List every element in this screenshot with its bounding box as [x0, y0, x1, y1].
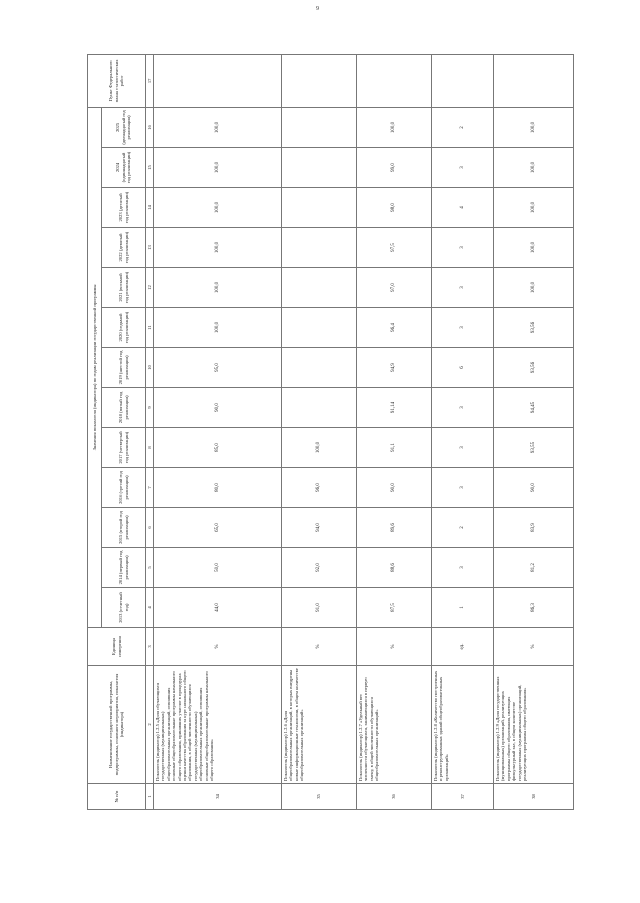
header-year: 2016 (третий год реализации)	[102, 468, 146, 508]
row-value: 98,0	[357, 188, 432, 228]
index-cell: 10	[146, 348, 154, 388]
table-row	[154, 54, 282, 809]
row-num: 38	[494, 784, 574, 810]
row-value: 100,0	[154, 188, 282, 228]
row-value: 1	[432, 588, 494, 628]
row-unit: %	[357, 628, 432, 666]
row-unit: %	[154, 628, 282, 666]
index-cell: 17	[146, 54, 154, 107]
page-number: 9	[316, 6, 319, 12]
index-cell: 3	[146, 628, 154, 666]
row-unit: %	[282, 628, 357, 666]
row-value: 87,5	[357, 588, 432, 628]
row-value	[282, 388, 357, 428]
header-year: 2017 (четвертый год реализации)	[102, 428, 146, 468]
row-value: 96,4	[357, 308, 432, 348]
row-value: 3	[432, 428, 494, 468]
row-value: 90,0	[357, 468, 432, 508]
row-value: 4	[432, 188, 494, 228]
row-value: 100,0	[494, 188, 574, 228]
index-cell: 11	[146, 308, 154, 348]
header-year: 2025 (двенадцатый год реализации)	[102, 107, 146, 147]
row-value: 93,56	[494, 348, 574, 388]
table-row	[432, 54, 494, 809]
row-value: 3	[432, 308, 494, 348]
row-value	[282, 107, 357, 147]
row-value: 100,0	[357, 107, 432, 147]
row-value	[282, 228, 357, 268]
table-row	[357, 54, 432, 809]
row-value: 91,14	[357, 388, 432, 428]
row-value: 100,0	[282, 428, 357, 468]
index-row	[146, 54, 154, 809]
row-value: 80,0	[154, 468, 282, 508]
row-value: 2	[432, 508, 494, 548]
row-num: 34	[154, 784, 282, 810]
row-value: 99,0	[357, 148, 432, 188]
index-cell: 1	[146, 784, 154, 810]
header-year: 2018 (пятый год реализации)	[102, 388, 146, 428]
row-num: 35	[282, 784, 357, 810]
index-cell: 4	[146, 588, 154, 628]
row-value: 97,0	[357, 268, 432, 308]
row-value: 3	[432, 268, 494, 308]
row-value: 83,9	[494, 508, 574, 548]
row-value: 93,55	[494, 428, 574, 468]
header-group: Значения показателя (индикатора) по годам реализации государственной программы	[88, 107, 102, 627]
row-value: 100,0	[154, 228, 282, 268]
row-value: 100,0	[154, 148, 282, 188]
row-value: 91,1	[357, 428, 432, 468]
header-year: 2014 (первый год реализации)	[102, 548, 146, 588]
row-value: 100,0	[494, 228, 574, 268]
row-plan	[494, 54, 574, 107]
header-year: 2020 (седьмой год реализации)	[102, 308, 146, 348]
index-cell: 14	[146, 188, 154, 228]
row-value: 100,0	[154, 308, 282, 348]
index-cell: 7	[146, 468, 154, 508]
row-plan	[357, 54, 432, 107]
index-cell: 13	[146, 228, 154, 268]
index-cell: 12	[146, 268, 154, 308]
row-value: 90,0	[154, 388, 282, 428]
rotated-table-wrapper	[87, 55, 572, 810]
header-unit: Единица измерения	[88, 628, 146, 666]
row-value: 92,0	[282, 548, 357, 588]
row-value: 6	[432, 348, 494, 388]
row-name: Показатель (индикатор) 1.2.9 «Доля государственных (муниципальных) организаций, реализующих программы общего образования, имеющих физкультурный зал, в общем количестве государственных (муниципальных) организаций, реализующих программы общего образования»	[494, 666, 574, 784]
header-year: 2013 (отчетный год)	[102, 588, 146, 628]
row-name: Показатель (индикатор) 1.2.8 «Количество построенных и реконструированных зданий общеобразовательных организаций»	[432, 666, 494, 784]
index-cell: 6	[146, 508, 154, 548]
index-cell: 9	[146, 388, 154, 428]
row-value: 88,6	[357, 548, 432, 588]
row-plan	[154, 54, 282, 107]
row-value: 65,0	[154, 508, 282, 548]
table-row	[494, 54, 574, 809]
row-value: 50,0	[154, 548, 282, 588]
row-unit: %	[494, 628, 574, 666]
header-year: 2015 (второй год реализации)	[102, 508, 146, 548]
index-cell: 8	[146, 428, 154, 468]
row-value	[282, 348, 357, 388]
row-value: 90,0	[494, 468, 574, 508]
row-value: 89,6	[357, 508, 432, 548]
row-value: 44,0	[154, 588, 282, 628]
row-value	[282, 308, 357, 348]
header-name: Наименование государственной программы, подпрограммы, основного мероприятия, показателя (индикатора)	[88, 666, 146, 784]
row-value: 3	[432, 148, 494, 188]
index-cell: 2	[146, 666, 154, 784]
row-value: 97,5	[357, 228, 432, 268]
indicator-table	[87, 54, 574, 810]
row-value	[282, 188, 357, 228]
header-plan: Пункт Федерального плана статистических работ	[88, 54, 146, 107]
row-value: 91,0	[282, 588, 357, 628]
row-value: 3	[432, 468, 494, 508]
row-unit: ед.	[432, 628, 494, 666]
row-value: 100,0	[494, 148, 574, 188]
row-value	[282, 268, 357, 308]
header-year: 2023 (десятый год реализации)	[102, 188, 146, 228]
header-year: 2022 (девятый год реализации)	[102, 228, 146, 268]
row-value: 100,0	[154, 268, 282, 308]
row-name: Показатель (индикатор) 1.2.5 «Доля обучающихся государственных (муниципальных) общеобразовательных организаций, освоивших основные общеобразовательные программы начального общего образования, принявших участие в процедурах оценки качества образования за курс начального общего образования, в общей численности обучающихся государственных (муниципальных) общеобразовательных организаций, освоивших основные общеобразовательные программы начального общего образования»	[154, 666, 282, 784]
row-num: 36	[357, 784, 432, 810]
row-value: 85,0	[154, 428, 282, 468]
row-value: 94,9	[357, 348, 432, 388]
row-value: 100,0	[154, 107, 282, 147]
row-plan	[432, 54, 494, 107]
index-cell: 5	[146, 548, 154, 588]
row-plan	[282, 54, 357, 107]
header-year: 2024 (одиннадцатый год реализации)	[102, 148, 146, 188]
row-num: 37	[432, 784, 494, 810]
row-value: 81,2	[494, 548, 574, 588]
table-row	[282, 54, 357, 809]
row-value: 3	[432, 548, 494, 588]
header-year: 2021 (восьмой год реализации)	[102, 268, 146, 308]
row-name: Показатель (индикатор) 1.2.7 «Удельный вес численности обучающихся, занимающихся в первую смену, в общей численности обучающихся общеобразовательных организаций»	[357, 666, 432, 784]
row-name: Показатель (индикатор) 1.2.6 «Доля общеобразовательных организаций, в которых внедрены новые информационные технологии, в общем количестве общеобразовательных организаций»	[282, 666, 357, 784]
row-value: 2	[432, 107, 494, 147]
row-value: 86,3	[494, 588, 574, 628]
row-value	[282, 148, 357, 188]
row-value: 93,56	[494, 308, 574, 348]
row-value: 3	[432, 228, 494, 268]
header-num: № п/п	[88, 784, 146, 810]
header-year: 2019 (шестой год реализации)	[102, 348, 146, 388]
row-value: 96,0	[282, 468, 357, 508]
row-value: 3	[432, 388, 494, 428]
row-value: 100,0	[494, 107, 574, 147]
row-value: 94,45	[494, 388, 574, 428]
row-value: 100,0	[494, 268, 574, 308]
index-cell: 16	[146, 107, 154, 147]
index-cell: 15	[146, 148, 154, 188]
row-value: 94,0	[282, 508, 357, 548]
row-value: 95,0	[154, 348, 282, 388]
